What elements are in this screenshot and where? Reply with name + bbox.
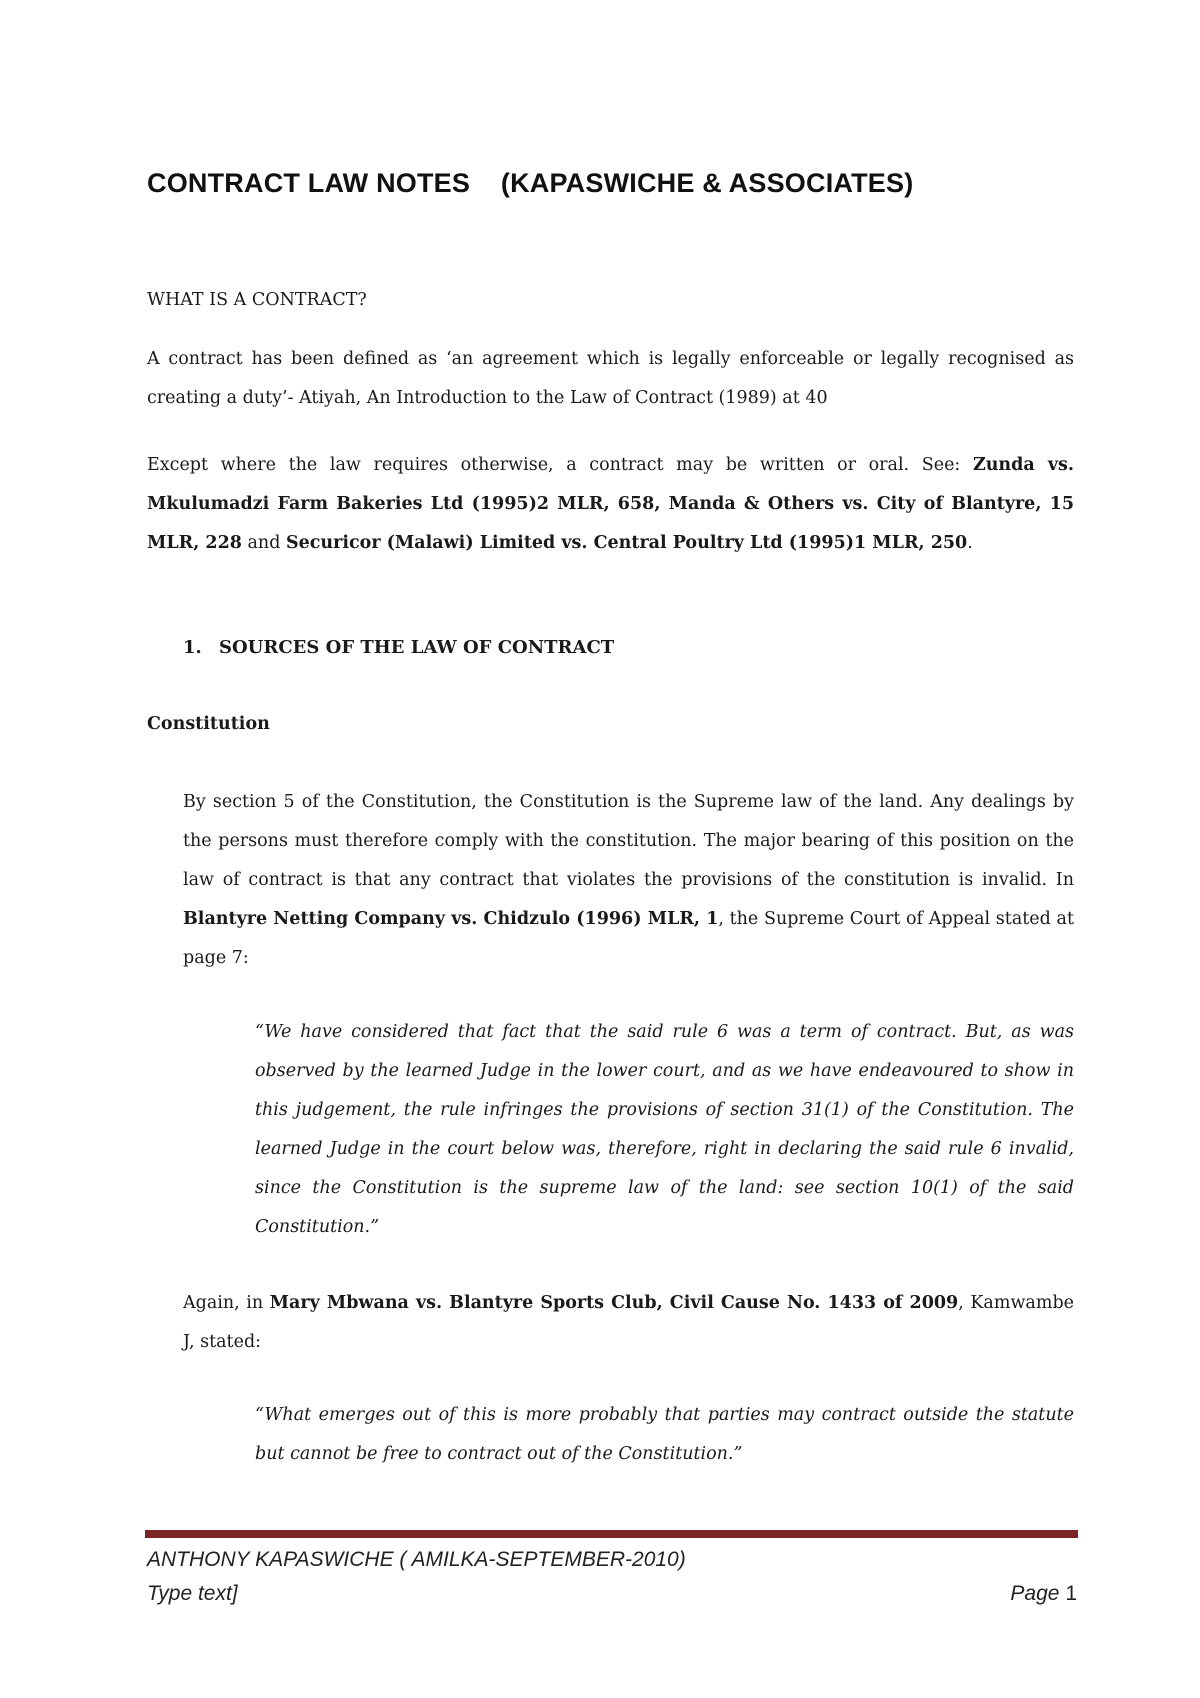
case-citation-blantyre-netting: Blantyre Netting Company vs. Chidzulo (1996) MLR, 1 [183,909,719,929]
mbwana-quote: “What emerges out of this is more probably that parties may contract outside the statute but cannot be free to contract out of the Constitution.” [255,1405,1074,1464]
constitution-heading: Constitution [147,714,270,734]
mbwana-paragraph [183,1284,1074,1362]
footer-divider [145,1530,1078,1538]
page-number-value: 1 [1065,1582,1077,1605]
footer-page-number [1010,1582,1077,1606]
section-1-heading [183,636,1074,660]
constitution-para-start: By section 5 of the Constitution, the Constitution is the Supreme law of the land. Any dealings by the persons must therefore comply with the constitution. The major bearing of this position on the law of contract is that any contract that violates the provisions of the constitution is invalid. In [183,792,1074,890]
definition-paragraph [147,340,1074,418]
section-1-title: SOURCES OF THE LAW OF CONTRACT [219,637,615,658]
again-start: Again, in [183,1293,270,1313]
footer-bottom-line [147,1582,1077,1606]
constitution-paragraph [183,783,1074,978]
section-1-number: 1. [183,637,202,658]
what-is-contract-heading: WHAT IS A CONTRACT? [147,290,367,310]
blantyre-netting-quote: “We have considered that fact that the said rule 6 was a term of contract. But, as was observed by the learned Judge in the lower court, and as we have endeavoured to show in this judgement, the rule infringes the provisions of section 31(1) of the Constitution. The learned Judge in the court below was, therefore, right in declaring the said rule 6 invalid, since the Constitution is the supreme law of the land: see section 10(1) of the said Constitution.” [255,1022,1074,1237]
again-end: , Kamwambe J, stated: [183,1293,1075,1352]
except-end: . [967,533,973,553]
footer-type-text: Type text] [147,1582,238,1605]
definition-line-1: A contract has been defined as ‘an agreement which is legally enforceable or legally recognised as [147,349,1074,369]
case-citation-securicor: Securicor (Malawi) Limited vs. Central Poultry Ltd (1995)1 MLR, 250 [285,533,968,553]
case-citation-mbwana: Mary Mbwana vs. Blantyre Sports Club, Civil Cause No. 1433 of 2009 [269,1293,959,1313]
page-label: Page [1010,1582,1060,1605]
document-title: CONTRACT LAW NOTES (KAPASWICHE & ASSOCIATES) [147,168,914,198]
footer-author: ANTHONY KAPASWICHE ( AMILKA-SEPTEMBER-2010) [147,1548,686,1571]
case-citation-zunda-manda: Zunda vs. Mkulumadzi Farm Bakeries Ltd (1995)2 MLR, 658, Manda & Others vs. City of Blantyre, 15 MLR, 228 [147,455,1074,553]
except-and: and [241,533,286,553]
definition-line-2: creating a duty’- Atiyah, An Introduction to the Law of Contract (1989) at 40 [147,388,828,408]
except-intro: Except where the law requires otherwise, a contract may be written or oral. See: [147,455,973,475]
constitution-para-end: , the Supreme Court of Appeal stated at page 7: [183,909,1074,968]
written-or-oral-paragraph [147,446,1074,563]
